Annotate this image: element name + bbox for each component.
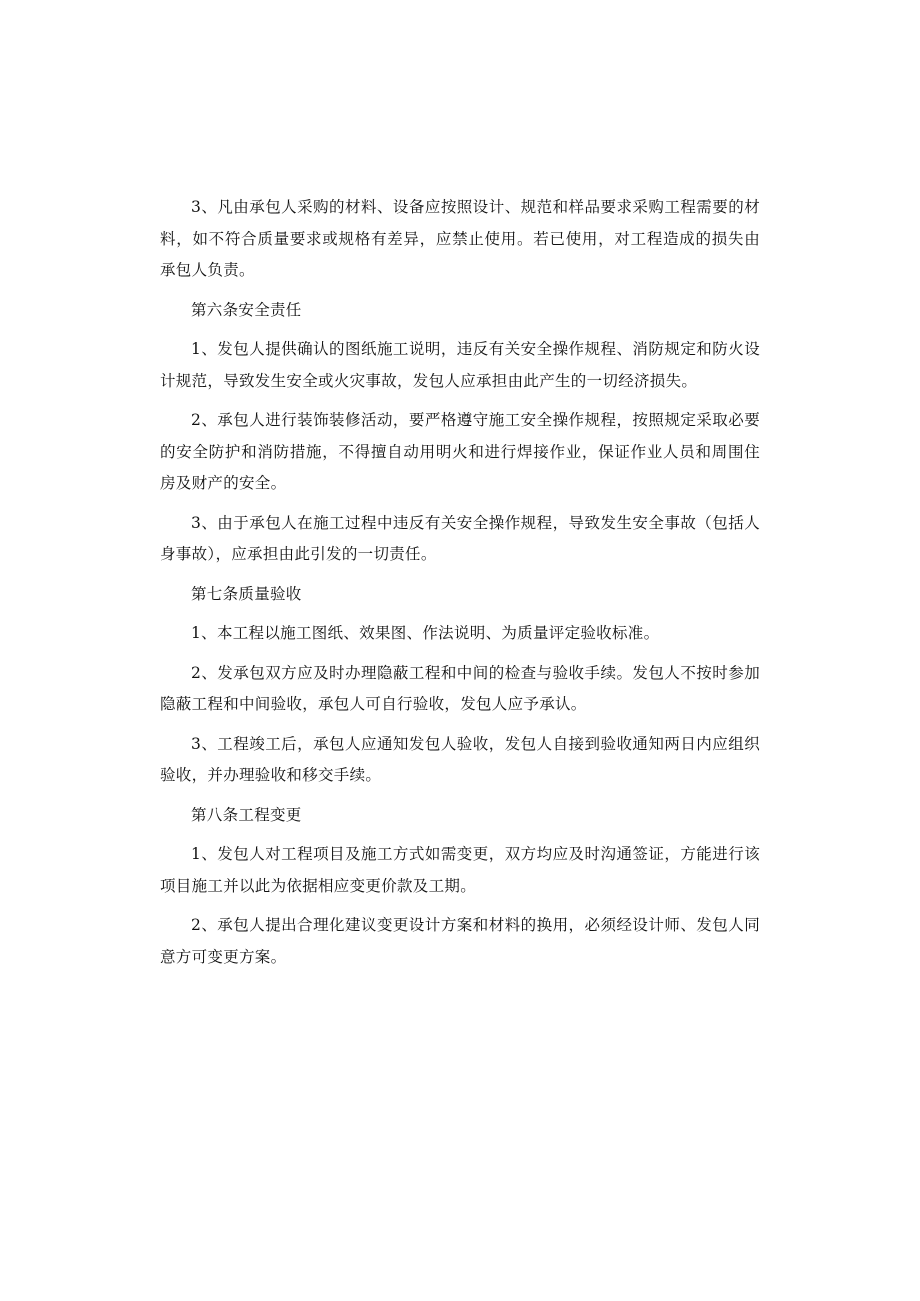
article-6-item-2: 2、承包人进行装饰装修活动，要严格遵守施工安全操作规程，按照规定采取必要的安全防护和消防措施，不得擅自动用明火和进行焊接作业，保证作业人员和周围住房及财产的安全。	[160, 411, 760, 492]
article-7-item-1: 1、本工程以施工图纸、效果图、作法说明、为质量评定验收标准。	[191, 624, 660, 642]
article-8-item-1: 1、发包人对工程项目及施工方式如需变更，双方均应及时沟通签证，方能进行该项目施工并以此为依据相应变更价款及工期。	[160, 845, 760, 895]
article-8-item-2: 2、承包人提出合理化建议变更设计方案和材料的换用，必须经设计师、发包人同意方可变更方案。	[160, 916, 760, 966]
article-6-item-3: 3、由于承包人在施工过程中违反有关安全操作规程，导致发生安全事故（包括人身事故），应承担由此引发的一切责任。	[160, 513, 760, 563]
article-6-heading: 第六条安全责任	[191, 300, 302, 319]
clause-5-item-3: 3、凡由承包人采购的材料、设备应按照设计、规范和样品要求采购工程需要的材料，如不符合质量要求或规格有差异，应禁止使用。若已使用，对工程造成的损失由承包人负责。	[160, 198, 760, 279]
article-7-item-3: 3、工程竣工后，承包人应通知发包人验收，发包人自接到验收通知两日内应组织验收，并办理验收和移交手续。	[160, 734, 760, 784]
article-6-item-1: 1、发包人提供确认的图纸施工说明，违反有关安全操作规程、消防规定和防火设计规范，导致发生安全或火灾事故，发包人应承担由此产生的一切经济损失。	[160, 340, 760, 390]
article-7-item-2: 2、发承包双方应及时办理隐蔽工程和中间的检查与验收手续。发包人不按时参加隐蔽工程和中间验收，承包人可自行验收，发包人应予承认。	[160, 663, 760, 713]
article-7-heading: 第七条质量验收	[191, 584, 302, 603]
document-page	[160, 192, 760, 981]
article-8-heading: 第八条工程变更	[191, 805, 302, 824]
